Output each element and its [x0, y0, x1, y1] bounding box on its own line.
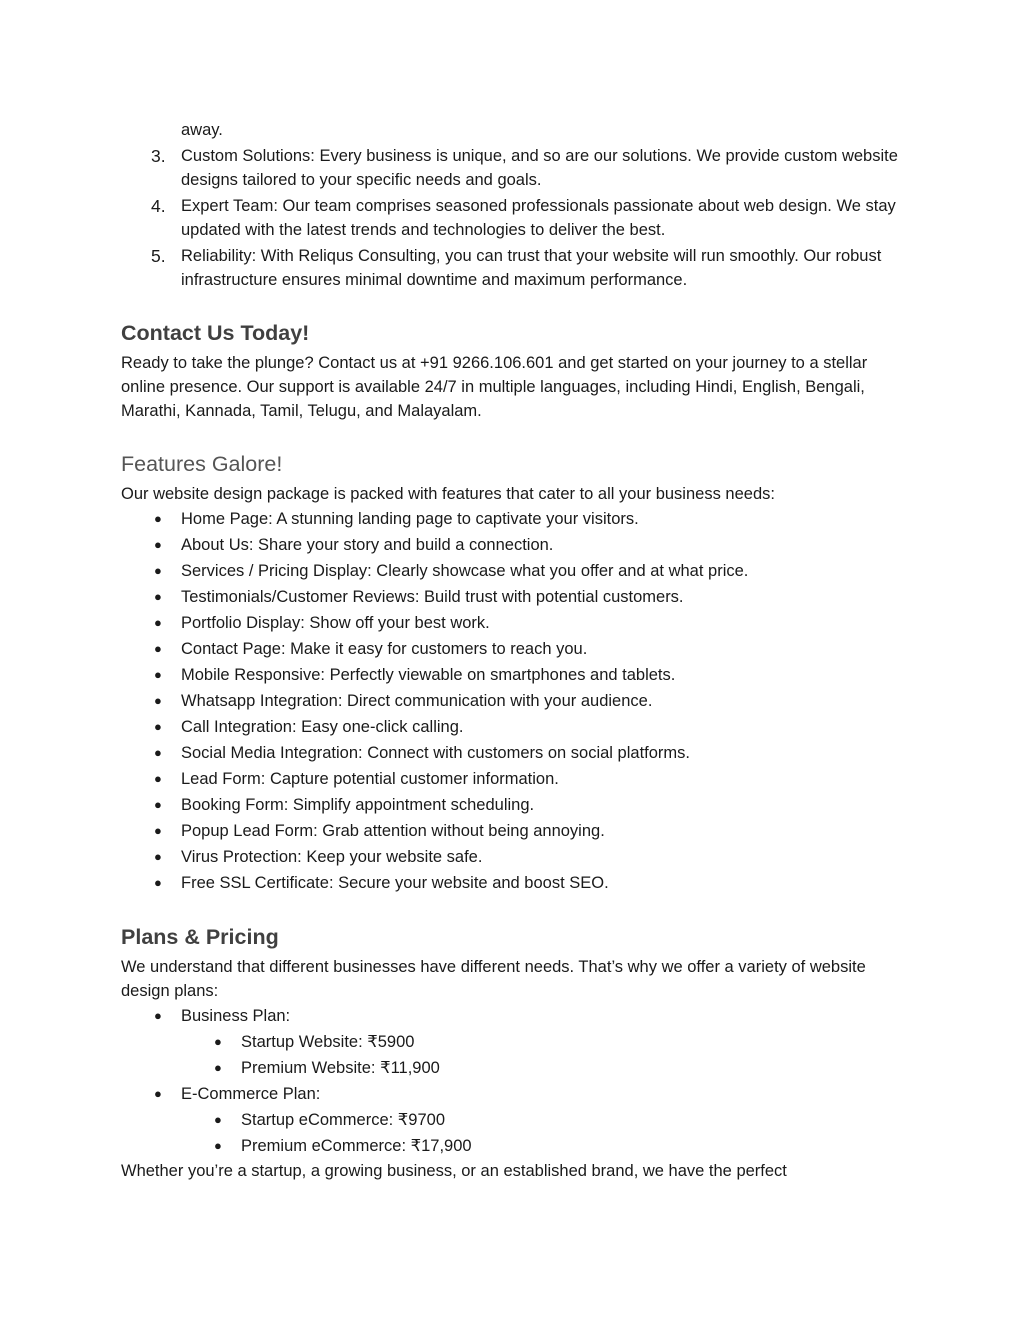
- bullet-icon: ●: [154, 563, 162, 578]
- bullet-icon: ●: [154, 1086, 162, 1101]
- list-item: [121, 818, 901, 844]
- bullet-icon: ●: [154, 719, 162, 734]
- list-item-text: Custom Solutions: Every business is unique, and so are our solutions. We provide custom website designs tailored to your specific needs and goals.: [181, 147, 898, 189]
- list-number: 3.: [151, 146, 166, 166]
- list-item-text: Expert Team: Our team comprises seasoned professionals passionate about web design. We stay updated with the latest trends and technologies to deliver the best.: [181, 197, 896, 239]
- bullet-icon: ●: [154, 537, 162, 552]
- list-item: [121, 194, 901, 242]
- bullet-icon: ●: [214, 1112, 222, 1127]
- list-item: [121, 244, 901, 292]
- features-intro: Our website design package is packed with features that cater to all your business needs:: [121, 485, 775, 503]
- plan-option: [121, 1133, 901, 1159]
- pricing-closing: Whether you’re a startup, a growing business, or an established brand, we have the perfect: [121, 1162, 787, 1180]
- list-item: [121, 740, 901, 766]
- list-item: [121, 610, 901, 636]
- list-item-continuation: away.: [181, 121, 223, 139]
- bullet-icon: ●: [154, 615, 162, 630]
- plan-label: Business Plan:: [181, 1007, 291, 1025]
- list-item-text: Popup Lead Form: Grab attention without being annoying.: [181, 822, 605, 840]
- list-item-text: Social Media Integration: Connect with customers on social platforms.: [181, 744, 690, 762]
- plan-option-text: Premium eCommerce: ₹17,900: [241, 1137, 472, 1155]
- list-item: [121, 870, 901, 896]
- contact-paragraph: Ready to take the plunge? Contact us at +91 9266.106.601 and get started on your journey to a stellar online presence. Our support is available 24/7 in multiple languages, including Hindi, English, Bengali, Marathi, Kannada, Tamil, Telugu, and Malayalam.: [121, 354, 868, 420]
- bullet-icon: ●: [154, 771, 162, 786]
- list-item-text: Lead Form: Capture potential customer information.: [181, 770, 559, 788]
- list-item-text: Call Integration: Easy one-click calling.: [181, 718, 464, 736]
- plan-option-text: Startup Website: ₹5900: [241, 1033, 415, 1051]
- bullet-icon: ●: [214, 1060, 222, 1075]
- list-item: [121, 662, 901, 688]
- bullet-icon: ●: [154, 693, 162, 708]
- plan-options-list: [121, 1107, 901, 1159]
- plan-option-text: Premium Website: ₹11,900: [241, 1059, 440, 1077]
- plan-option: [121, 1055, 901, 1081]
- plan-options-list: [121, 1029, 901, 1081]
- features-list: [121, 506, 901, 896]
- list-item: [121, 636, 901, 662]
- plan-option: [121, 1029, 901, 1055]
- list-item: [121, 792, 901, 818]
- list-item: [121, 558, 901, 584]
- list-item-text: Mobile Responsive: Perfectly viewable on smartphones and tablets.: [181, 666, 676, 684]
- bullet-icon: ●: [214, 1034, 222, 1049]
- list-item-text: Portfolio Display: Show off your best work.: [181, 614, 490, 632]
- list-number: 4.: [151, 196, 166, 216]
- plan-option: [121, 1107, 901, 1133]
- bullet-icon: ●: [154, 511, 162, 526]
- bullet-icon: ●: [154, 1008, 162, 1023]
- list-item: [121, 584, 901, 610]
- list-number: 5.: [151, 246, 166, 266]
- reasons-list: [121, 144, 901, 292]
- bullet-icon: ●: [154, 797, 162, 812]
- list-item-text: Testimonials/Customer Reviews: Build trust with potential customers.: [181, 588, 684, 606]
- plan-label: E-Commerce Plan:: [181, 1085, 321, 1103]
- list-item: [121, 506, 901, 532]
- pricing-heading: Plans & Pricing: [121, 925, 279, 949]
- list-item-text: Free SSL Certificate: Secure your website and boost SEO.: [181, 874, 609, 892]
- features-heading: Features Galore!: [121, 452, 283, 476]
- plan-item: [121, 1003, 901, 1029]
- bullet-icon: ●: [154, 589, 162, 604]
- plans-list: [121, 1003, 901, 1029]
- bullet-icon: ●: [154, 667, 162, 682]
- plan-item: [121, 1081, 901, 1107]
- list-item: [121, 532, 901, 558]
- list-item: [121, 714, 901, 740]
- list-item: [121, 766, 901, 792]
- list-item: [121, 144, 901, 192]
- list-item: [121, 688, 901, 714]
- list-item-text: Booking Form: Simplify appointment scheduling.: [181, 796, 535, 814]
- document-page: [121, 118, 901, 1183]
- list-item-text: Virus Protection: Keep your website safe.: [181, 848, 483, 866]
- contact-heading: Contact Us Today!: [121, 321, 310, 345]
- plan-option-text: Startup eCommerce: ₹9700: [241, 1111, 446, 1129]
- bullet-icon: ●: [214, 1138, 222, 1153]
- list-item-text: Contact Page: Make it easy for customers to reach you.: [181, 640, 588, 658]
- list-item-text: Reliability: With Reliqus Consulting, you can trust that your website will run smoothly. Our robust infrastructure ensures minimal downtime and maximum performance.: [181, 247, 882, 289]
- plans-list: [121, 1081, 901, 1107]
- bullet-icon: ●: [154, 849, 162, 864]
- bullet-icon: ●: [154, 875, 162, 890]
- list-item-text: Home Page: A stunning landing page to captivate your visitors.: [181, 510, 639, 528]
- bullet-icon: ●: [154, 641, 162, 656]
- list-item: [121, 844, 901, 870]
- bullet-icon: ●: [154, 745, 162, 760]
- bullet-icon: ●: [154, 823, 162, 838]
- list-item-text: Whatsapp Integration: Direct communication with your audience.: [181, 692, 653, 710]
- pricing-intro: We understand that different businesses have different needs. That’s why we offer a variety of website design plans:: [121, 958, 866, 1000]
- list-item-text: About Us: Share your story and build a connection.: [181, 536, 554, 554]
- list-item-text: Services / Pricing Display: Clearly showcase what you offer and at what price.: [181, 562, 749, 580]
